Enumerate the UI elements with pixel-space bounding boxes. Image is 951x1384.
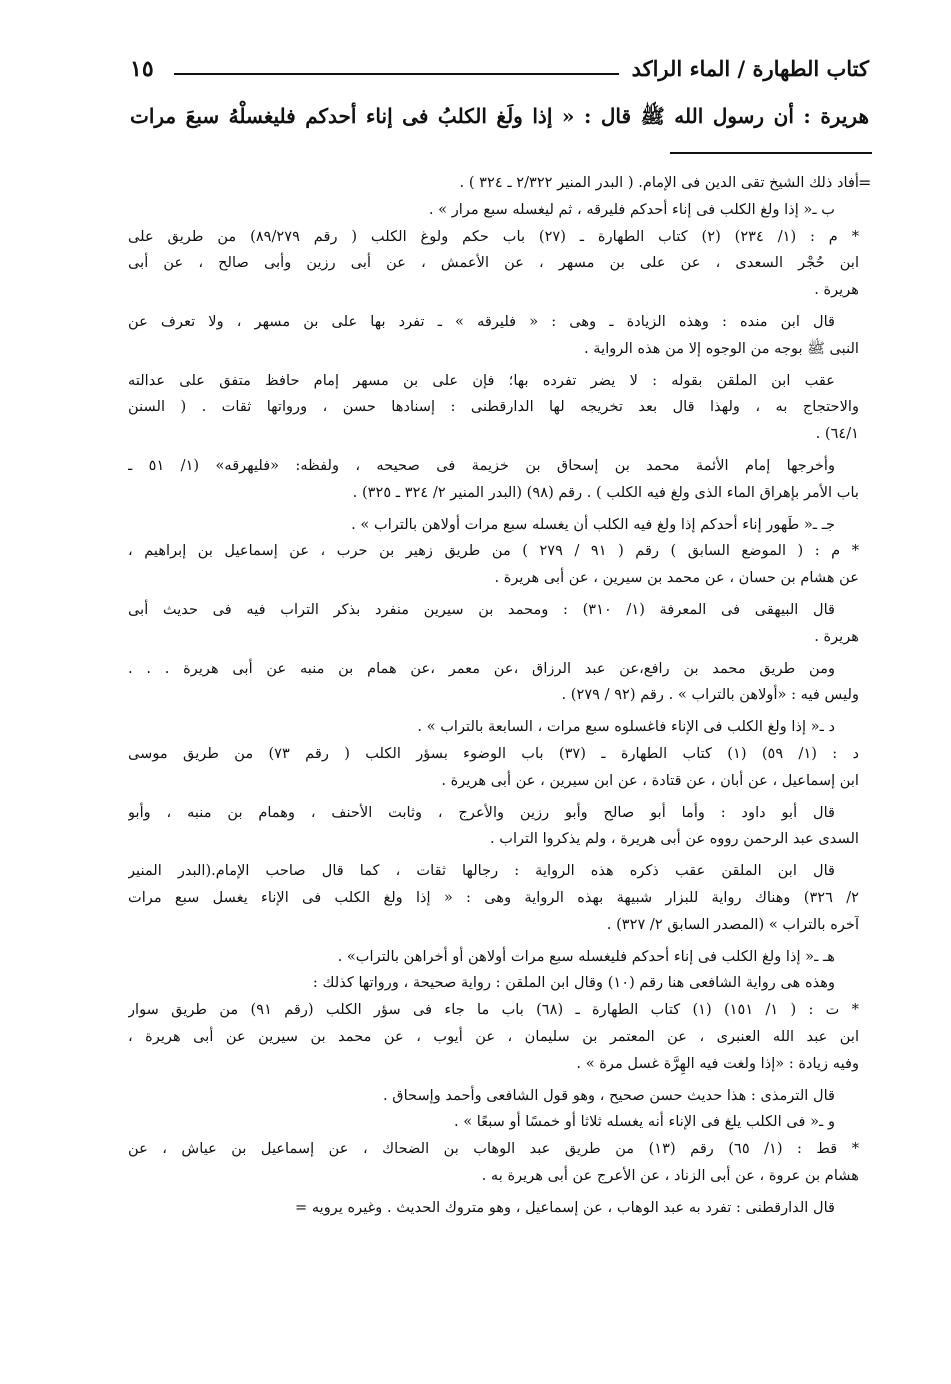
footnote-line: قال الدارقطنى : تفرد به عبد الوهاب ، عن إسماعيل ، وهو متروك الحديث . وغيره يرويه = (294, 1198, 835, 1216)
page-header (130, 54, 869, 90)
footnote-line: السدى عبد الرحمن رووه عن أبى هريرة ، ولم يذكروا التراب . (489, 830, 859, 848)
footnote-line: قال البيهقى فى المعرفة (١/ ٣١٠) : ومحمد بن سيرين منفرد بذكر التراب فيه فى حديث أبى (128, 600, 835, 618)
footnote-paragraph (128, 1109, 859, 1136)
footnote-line: وفيه زيادة : «إذا ولغت فيه الهِرَّة غسل مرة » . (576, 1054, 859, 1072)
footnote-line: * م : (١/ ٢٣٤) (٢) كتاب الطهارة ـ (٢٧) باب حكم ولوغ الكلب ( رقم ٨٩/٢٧٩) من طريق على (128, 227, 859, 245)
footnote-paragraph (128, 1195, 859, 1222)
footnote-line: و ـ« فى الكلب يلغ فى الإناء أنه يغسله ثلاثا أو خمسًا أو سبعًا » . (453, 1113, 835, 1131)
footnote-paragraph (128, 538, 859, 592)
footnote-paragraph (128, 741, 859, 795)
footnote-line: باب الأمر بإهراق الماء الذى ولغ فيه الكلب ) . رقم (٩٨) (البدر المنير ٢/ ٣٢٤ ـ ٣٢٥) . (352, 483, 859, 501)
footnote-line: ابن حُجْر السعدى ، عن على بن مسهر ، عن الأعمش ، عن أبى رزين وأبى صالح ، عن أبى (128, 254, 859, 272)
footnote-line: النبى ﷺ بوجه من الوجوه إلا من هذه الرواية . (584, 339, 859, 357)
footnote-line: قال أبو داود : وأما أبو صالح وأبو رزين والأعرج ، وثابت الأحنف ، وهمام بن منبه ، وأبو (128, 803, 835, 821)
footnote-line: هريرة . (814, 627, 859, 645)
footnote-line: * م : ( الموضع السابق ) رقم ( ٩١ / ٢٧٩ ) من طريق زهير بن حرب ، عن إسماعيل بن إبراهيم ، (128, 542, 859, 560)
header-rule (174, 73, 619, 75)
footnote-line: ابن إسماعيل ، عن أبان ، عن قتادة ، عن ابن سيرين ، عن أبى هريرة . (441, 771, 859, 789)
footnote-paragraph (128, 170, 859, 197)
footnote-line: ٢/ ٣٢٦) وهناك رواية للبزار شبيهة بهذه الرواية وهى : « إذا ولغ الكلب فى الإناء يغسل سبع مرات (128, 888, 859, 906)
footnote-line: ب ـ« إذا ولغ الكلب فى إناء أحدكم فليرقه ، ثم ليغسله سبع مرار » . (428, 200, 835, 218)
footnote-line: قال ابن الملقن عقب ذكره هذه الرواية : رجالها ثقات ، كما قال صاحب الإمام.(البدر المنير (128, 862, 835, 880)
footnote-paragraph (128, 224, 859, 304)
footnote-paragraph (128, 197, 859, 224)
footnote-paragraph (128, 656, 859, 710)
footnote-paragraph (128, 970, 859, 997)
footnotes (128, 170, 859, 1221)
footnote-line: د : (١/ ٥٩) (١) كتاب الطهارة ـ (٣٧) باب الوضوء بسؤر الكلب ( رقم ٧٣) من طريق موسى (128, 744, 859, 762)
footnote-line: والاحتجاج به ، ولهذا قال بعد تخريجه لها الدارقطنى : إسنادها حسن ، ورواتها ثقات . ( السنن (128, 398, 859, 416)
footnote-paragraph (128, 944, 859, 971)
footnote-line: قال الترمذى : هذا حديث حسن صحيح ، وهو قول الشافعى وأحمد وإسحاق . (382, 1086, 835, 1104)
footnote-line: قال ابن منده : وهذه الزيادة ـ وهى : « فليرقه » ـ تفرد بها على بن مسهر ، ولا تعرف عن (128, 312, 835, 330)
footnote-line: آخره بالتراب » (المصدر السابق ٢/ ٣٢٧) . (606, 915, 859, 933)
main-text-line: هريرة : أن رسول الله ﷺ قال : « إذا ولَغ الكلبُ فى إناء أحدكم فليغسلْهُ سبعَ مرات (130, 104, 869, 128)
footnote-separator (670, 152, 872, 154)
footnote-line: ومن طريق محمد بن رافع،عن عبد الرزاق ،عن معمر ،عن همام بن منبه عن أبى هريرة . . . (128, 659, 835, 677)
footnote-line: أفاد ذلك الشيخ تقى الدين فى الإمام. ( البدر المنير ٢/٣٢٢ ـ ٣٢٤ ) . (459, 174, 859, 191)
footnote-paragraph (128, 997, 859, 1077)
footnote-line: هريرة . (814, 281, 859, 299)
footnote-line: * قط : (١/ ٦٥) رقم (١٣) من طريق عبد الوهاب بن الضحاك ، عن إسماعيل بن عياش ، عن (128, 1140, 859, 1158)
footnote-line: ابن عبد الله العنبرى ، عن المعتمر بن سليمان ، عن أيوب ، عن محمد بن سيرين عن أبى هريرة ، (128, 1027, 859, 1045)
footnote-paragraph (128, 1083, 859, 1110)
footnote-paragraph (128, 453, 859, 507)
footnote-paragraph (128, 800, 859, 854)
running-title: كتاب الطهارة / الماء الراكد (631, 56, 869, 81)
footnote-line: ٦٤/١) . (815, 425, 859, 443)
footnote-paragraph (128, 368, 859, 448)
footnote-line: د ـ« إذا ولغ الكلب فى الإناء فاغسلوه سبع مرات ، السابعة بالتراب » . (417, 718, 835, 736)
footnote-paragraph (128, 1136, 859, 1190)
page-number: ١٥ (130, 56, 154, 82)
footnote-paragraph (128, 309, 859, 363)
footnote-paragraph (128, 597, 859, 651)
footnote-paragraph (128, 858, 859, 938)
footnote-line: هـ ـ« إذا ولغ الكلب فى إناء أحدكم فليغسله سبع مرات أولاهن أو أخراهن بالتراب» . (337, 947, 835, 965)
footnote-line: وليس فيه : «أولاهن بالتراب » . رقم (٩٢ / ٢٧٩) . (561, 686, 859, 704)
footnote-line: عقب ابن الملقن بقوله : لا يضر تفرده بها؛ فإن على بن مسهر إمام حافظ متفق على عدالته (128, 371, 835, 389)
footnote-line: جـ ـ« طَهور إناء أحدكم إذا ولغ فيه الكلب أن يغسله سبع مرات أولاهن بالتراب » . (351, 515, 835, 533)
footnote-line: * ت : ( ١/ ١٥١) (١) كتاب الطهارة ـ (٦٨) باب ما جاء فى سؤر الكلب (رقم ٩١) من طريق سوار (128, 1001, 859, 1019)
footnote-line: وأخرجها إمام الأئمة محمد بن إسحاق بن خزيمة فى صحيحه ، ولفظه: «فليهرقه» (١/ ٥١ ـ (128, 456, 835, 474)
footnote-paragraph (128, 512, 859, 539)
footnote-paragraph (128, 714, 859, 741)
footnote-line: عن هشام بن حسان ، عن محمد بن سيرين ، عن أبى هريرة . (494, 569, 859, 587)
footnote-line: وهذه هى رواية الشافعى هنا رقم (١٠) وقال ابن الملقن : رواية صحيحة ، ورواتها كذلك : (312, 974, 835, 992)
footnote-line: هشام بن عروة ، عن أبى الزناد ، عن الأعرج عن أبى هريرة به . (481, 1166, 859, 1184)
footnote-continuation-marker: = (858, 173, 872, 192)
